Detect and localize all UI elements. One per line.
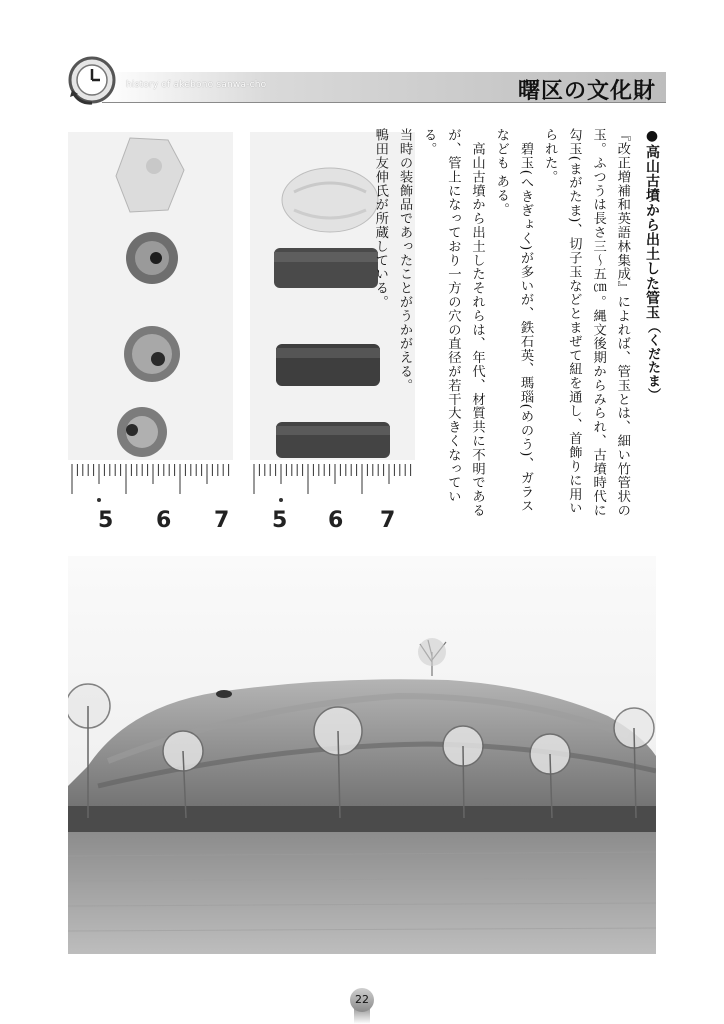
plowed-field xyxy=(68,832,656,954)
article-line: が、管上になっており一方の穴の直径が若干大きくなっている。 xyxy=(421,128,461,504)
clock-icon xyxy=(66,54,118,106)
article-line: 碧玉(へきぎょく)が多いが、鉄石英、瑪瑙(めのう)、ガラス xyxy=(517,128,533,513)
article-heading-reading: （くだたま） xyxy=(645,319,660,402)
article-line: 『改正増補和英語林集成』によれば、管玉とは、細い竹管状の xyxy=(614,128,630,518)
ruler-left xyxy=(68,460,233,530)
article-line: 勾玉(まがたま)、切子玉などとまぜて紐を通し、首飾りに用い xyxy=(566,128,582,515)
oval-glass-bead xyxy=(282,168,378,232)
article-line: 高山古墳から出土したそれらは、年代、材質共に不明である xyxy=(469,128,485,518)
ruler-label: 7 xyxy=(214,508,230,530)
article-line: 玉。ふつうは長さ三～五㎝。縄文後期からみられ、古墳時代に xyxy=(590,128,606,518)
article-line: 当時の装飾品であったことがうかがえる。 xyxy=(396,128,412,393)
ruler-label: 5 xyxy=(272,508,288,530)
ruler-dot xyxy=(279,498,283,502)
page-title: 曙区の文化財 xyxy=(517,79,656,104)
ruler-label: 6 xyxy=(328,508,344,530)
article-heading: ●高山古墳から出土した管玉（くだたま） xyxy=(644,128,660,402)
article-text xyxy=(372,128,664,528)
ruler-dot xyxy=(97,498,101,502)
ruler-label: 5 xyxy=(98,508,114,530)
beads-photo-left xyxy=(68,132,233,530)
article-line: なども ある。 xyxy=(493,128,509,217)
article-line: 鴨田友伸氏が所蔵している。 xyxy=(372,128,388,309)
ruler-label: 6 xyxy=(156,508,172,530)
article-line: られた。 xyxy=(542,128,558,184)
ruler-label: 7 xyxy=(380,508,396,530)
kofun-mound-photo xyxy=(68,556,656,954)
header-subtitle: history of akebono sanwa-cho xyxy=(126,80,267,90)
page-number: 22 xyxy=(350,988,374,1012)
ruler-body xyxy=(68,460,233,530)
page-header xyxy=(62,54,666,102)
